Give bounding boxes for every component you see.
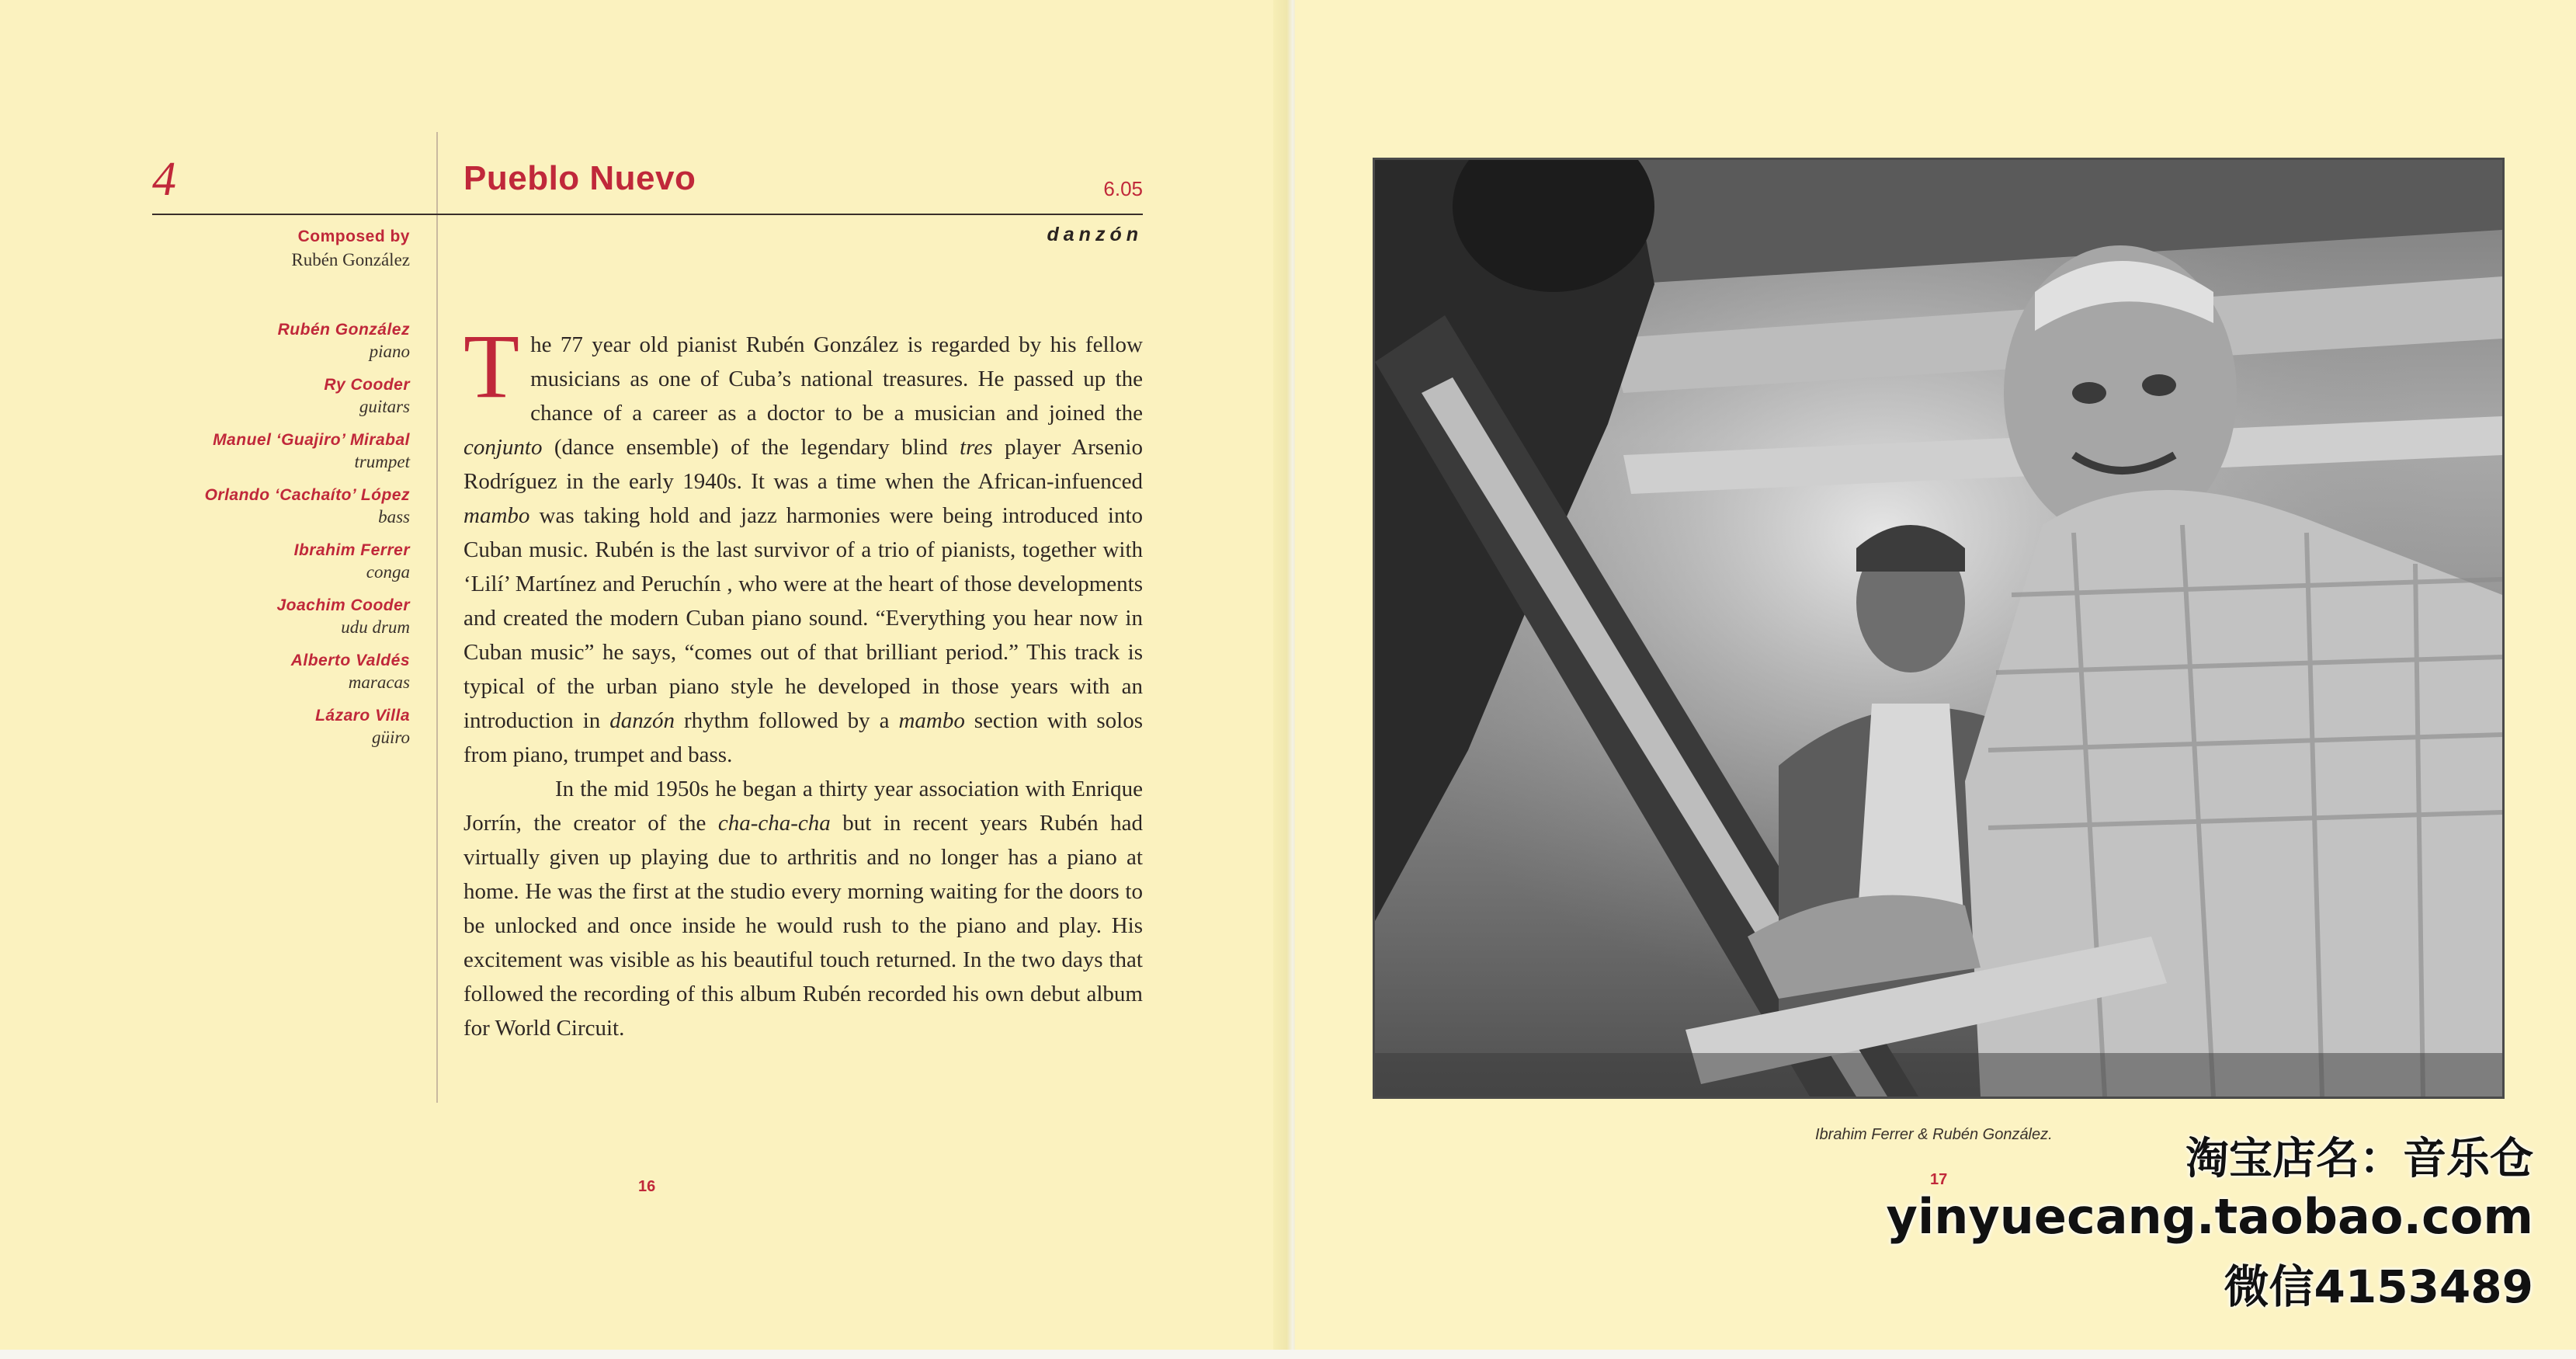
photo-illustration: [1375, 160, 2502, 1097]
text-run: rhythm followed by a: [675, 708, 899, 733]
musician-item: [116, 485, 410, 529]
track-number: 4: [152, 153, 176, 206]
musician-name: Ry Cooder: [324, 376, 410, 394]
credits-column: [116, 225, 410, 761]
musician-item: [116, 430, 410, 474]
track-duration: 6.05: [1103, 177, 1143, 200]
italic-term: cha-cha-cha: [717, 811, 831, 836]
text-run: In the mid 1950s he began a thirty year association with Enrique Jorrín, the creator of the: [463, 777, 1143, 836]
watermark-wechat: 微信4153489: [2224, 1260, 2533, 1313]
drop-cap: T: [463, 315, 520, 417]
italic-term: danzón: [609, 708, 675, 733]
italic-term: tres: [960, 435, 993, 460]
musician-name: Manuel ‘Guajiro’ Mirabal: [213, 431, 410, 449]
composer-name: Rubén González: [291, 250, 410, 269]
musician-name: Lázaro Villa: [315, 707, 410, 725]
italic-term: mambo: [463, 503, 530, 528]
italic-term: mambo: [898, 708, 965, 733]
musician-instrument: udu drum: [341, 617, 410, 637]
musician-item: [116, 596, 410, 639]
column-divider: [436, 132, 438, 1103]
page-number-left: 16: [638, 1178, 656, 1195]
musician-name: Joachim Cooder: [276, 596, 410, 614]
paragraph-2: [463, 772, 1143, 1045]
musician-name: Orlando ‘Cachaíto’ López: [204, 486, 410, 504]
track-genre: danzón: [1047, 224, 1143, 245]
musician-instrument: guitars: [359, 397, 410, 416]
musician-instrument: piano: [369, 342, 410, 361]
liner-notes-body: [463, 315, 1143, 1045]
musician-item: [116, 320, 410, 363]
page-number-right: 17: [1930, 1171, 1948, 1188]
musician-name: Alberto Valdés: [290, 652, 410, 669]
musician-name: Ibrahim Ferrer: [293, 541, 410, 559]
musician-instrument: maracas: [348, 673, 410, 692]
musician-item: [116, 375, 410, 419]
composed-by-label: Composed by: [297, 228, 410, 245]
musician-instrument: trumpet: [354, 452, 410, 471]
header-rule: [152, 214, 1143, 215]
musician-item: [116, 706, 410, 749]
musician-item: [116, 651, 410, 694]
text-run: he 77 year old pianist Rubén González is regarded by his fellow musicians as one of Cuba’s national treasures. He passed up the chance of a career as a doctor to be a musician and joined the: [530, 332, 1143, 426]
paragraph-1: [463, 315, 1143, 772]
track-title: Pueblo Nuevo: [463, 159, 696, 197]
musician-list: [116, 320, 410, 749]
left-page: [0, 0, 1289, 1350]
text-run: was taking hold and jazz harmonies were being introduced into Cuban music. Rubén is the last survivor of a trio of pianists, together with ‘Lilí’ Martínez and Peruchín , who were at the heart of those developments and created the modern Cuban piano sound. “Everything you hear now in Cuban music” he says, “comes out of that brilliant period.” This track is typical of the urban piano style he developed in those years with an introduction in: [463, 503, 1143, 733]
text-run: section with solos from piano, trumpet and bass.: [463, 708, 1143, 767]
musician-item: [116, 540, 410, 584]
text-run: (dance ensemble) of the legendary blind: [542, 435, 960, 460]
watermark-shop-name: 淘宝店名：音乐仓: [2185, 1134, 2533, 1184]
text-run: but in recent years Rubén had virtually given up playing due to arthritis and no longer has a piano at home. He was the first at the studio every morning waiting for the doors to be unlocked and once inside he would rush to the piano and play. His excitement was visible as his beautiful touch returned. In the two days that followed the recording of this album Rubén recorded his own debut album for World Circuit.: [463, 811, 1143, 1041]
musician-instrument: bass: [378, 507, 410, 527]
photo-caption: Ibrahim Ferrer & Rubén González.: [1815, 1126, 2053, 1143]
musician-instrument: güiro: [372, 728, 410, 747]
text-run: player Arsenio Rodríguez in the early 1940s. It was a time when the African-infuenced: [463, 435, 1143, 494]
photo: [1373, 158, 2505, 1099]
musician-instrument: conga: [366, 562, 410, 582]
musician-name: Rubén González: [277, 321, 410, 339]
italic-term: conjunto: [463, 435, 543, 460]
watermark-url: yinyuecang.taobao.com: [1886, 1188, 2533, 1245]
